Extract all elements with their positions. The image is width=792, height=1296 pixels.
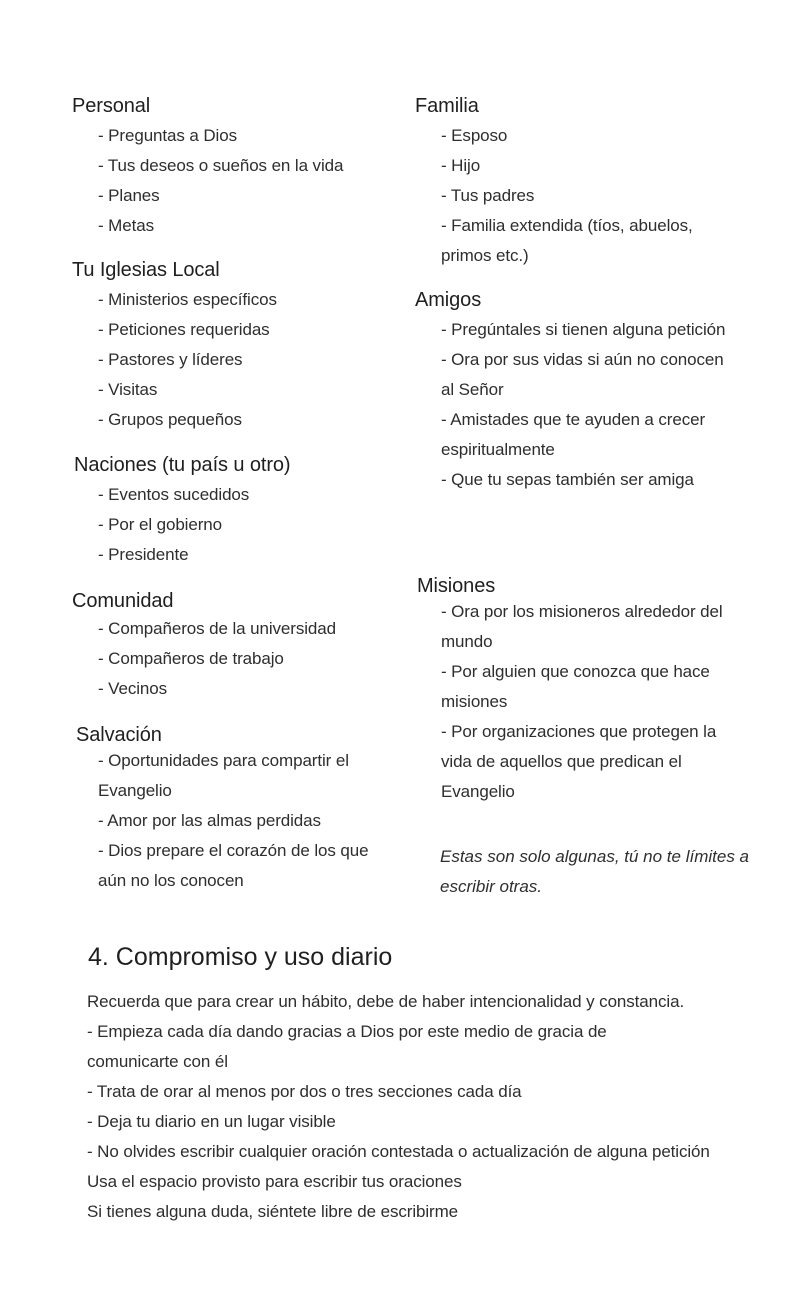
list-item: - Pregúntales si tienen alguna petición	[441, 320, 726, 339]
commitment-line: - No olvides escribir cualquier oración contestada o actualización de alguna petición	[87, 1142, 710, 1161]
section-heading: Amigos	[415, 289, 482, 311]
list-item: - Metas	[98, 216, 154, 235]
commitment-line: - Empieza cada día dando gracias a Dios por este medio de gracia de comunicarte con él	[87, 1022, 607, 1071]
list-item: - Dios prepare el corazón de los que aún no los conocen	[98, 841, 369, 890]
section-heading: Tu Iglesias Local	[72, 259, 220, 281]
list-item: - Ora por sus vidas si aún no conocen al Señor	[441, 350, 724, 399]
commitment-line: - Trata de orar al menos por dos o tres secciones cada día	[87, 1082, 522, 1101]
list-item: - Presidente	[98, 545, 189, 564]
list-item: - Por el gobierno	[98, 515, 222, 534]
list-item: - Peticiones requeridas	[98, 320, 270, 339]
list-item: - Ora por los misioneros alrededor del mundo	[441, 602, 723, 651]
list-item: - Hijo	[441, 156, 481, 175]
list-item: - Amor por las almas perdidas	[98, 811, 321, 830]
section-familia	[415, 93, 755, 271]
list-item: - Compañeros de la universidad	[98, 619, 336, 638]
commitment-line: Usa el espacio provisto para escribir tus oraciones	[87, 1172, 462, 1191]
list-item: - Grupos pequeños	[98, 410, 242, 429]
section-heading: Naciones (tu país u otro)	[74, 454, 291, 476]
commitment-list	[87, 987, 747, 1227]
section-comunidad	[72, 588, 392, 704]
list-item: - Amistades que te ayuden a crecer espiritualmente	[441, 410, 706, 459]
section-personal	[72, 93, 392, 241]
list-item: - Tus deseos o sueños en la vida	[98, 156, 344, 175]
list-item: - Compañeros de trabajo	[98, 649, 284, 668]
list-item: - Por alguien que conozca que hace misiones	[441, 662, 710, 711]
list-item: - Familia extendida (tíos, abuelos, primos etc.)	[441, 216, 693, 265]
list-item: - Vecinos	[98, 679, 168, 698]
list-item: - Preguntas a Dios	[98, 126, 237, 145]
section-heading: Salvación	[76, 724, 162, 746]
section-heading: Personal	[72, 95, 151, 117]
closing-note: Estas son solo algunas, tú no te límites a escribir otras.	[440, 847, 750, 896]
section-heading: Familia	[415, 95, 479, 117]
list-item: - Que tu sepas también ser amiga	[441, 470, 694, 489]
section-heading: Misiones	[417, 575, 496, 597]
list-item: - Eventos sucedidos	[98, 485, 250, 504]
section-amigos	[415, 287, 755, 495]
section-iglesia-local	[72, 257, 392, 435]
list-item: - Ministerios específicos	[98, 290, 277, 309]
section-salvacion	[76, 722, 396, 896]
list-item: - Tus padres	[441, 186, 535, 205]
commitment-line: Recuerda que para crear un hábito, debe de haber intencionalidad y constancia.	[87, 992, 685, 1011]
list-item: - Oportunidades para compartir el Evangelio	[98, 751, 349, 800]
list-item: - Por organizaciones que protegen la vida de aquellos que predican el Evangelio	[441, 722, 717, 801]
commitment-heading: 4. Compromiso y uso diario	[88, 943, 393, 971]
list-item: - Planes	[98, 186, 160, 205]
section-heading: Comunidad	[72, 590, 174, 612]
commitment-line: - Deja tu diario en un lugar visible	[87, 1112, 336, 1131]
list-item: - Pastores y líderes	[98, 350, 243, 369]
section-naciones	[74, 452, 394, 570]
commitment-line: Si tienes alguna duda, siéntete libre de escribirme	[87, 1202, 459, 1221]
list-item: - Esposo	[441, 126, 508, 145]
section-misiones	[417, 573, 757, 807]
list-item: - Visitas	[98, 380, 158, 399]
